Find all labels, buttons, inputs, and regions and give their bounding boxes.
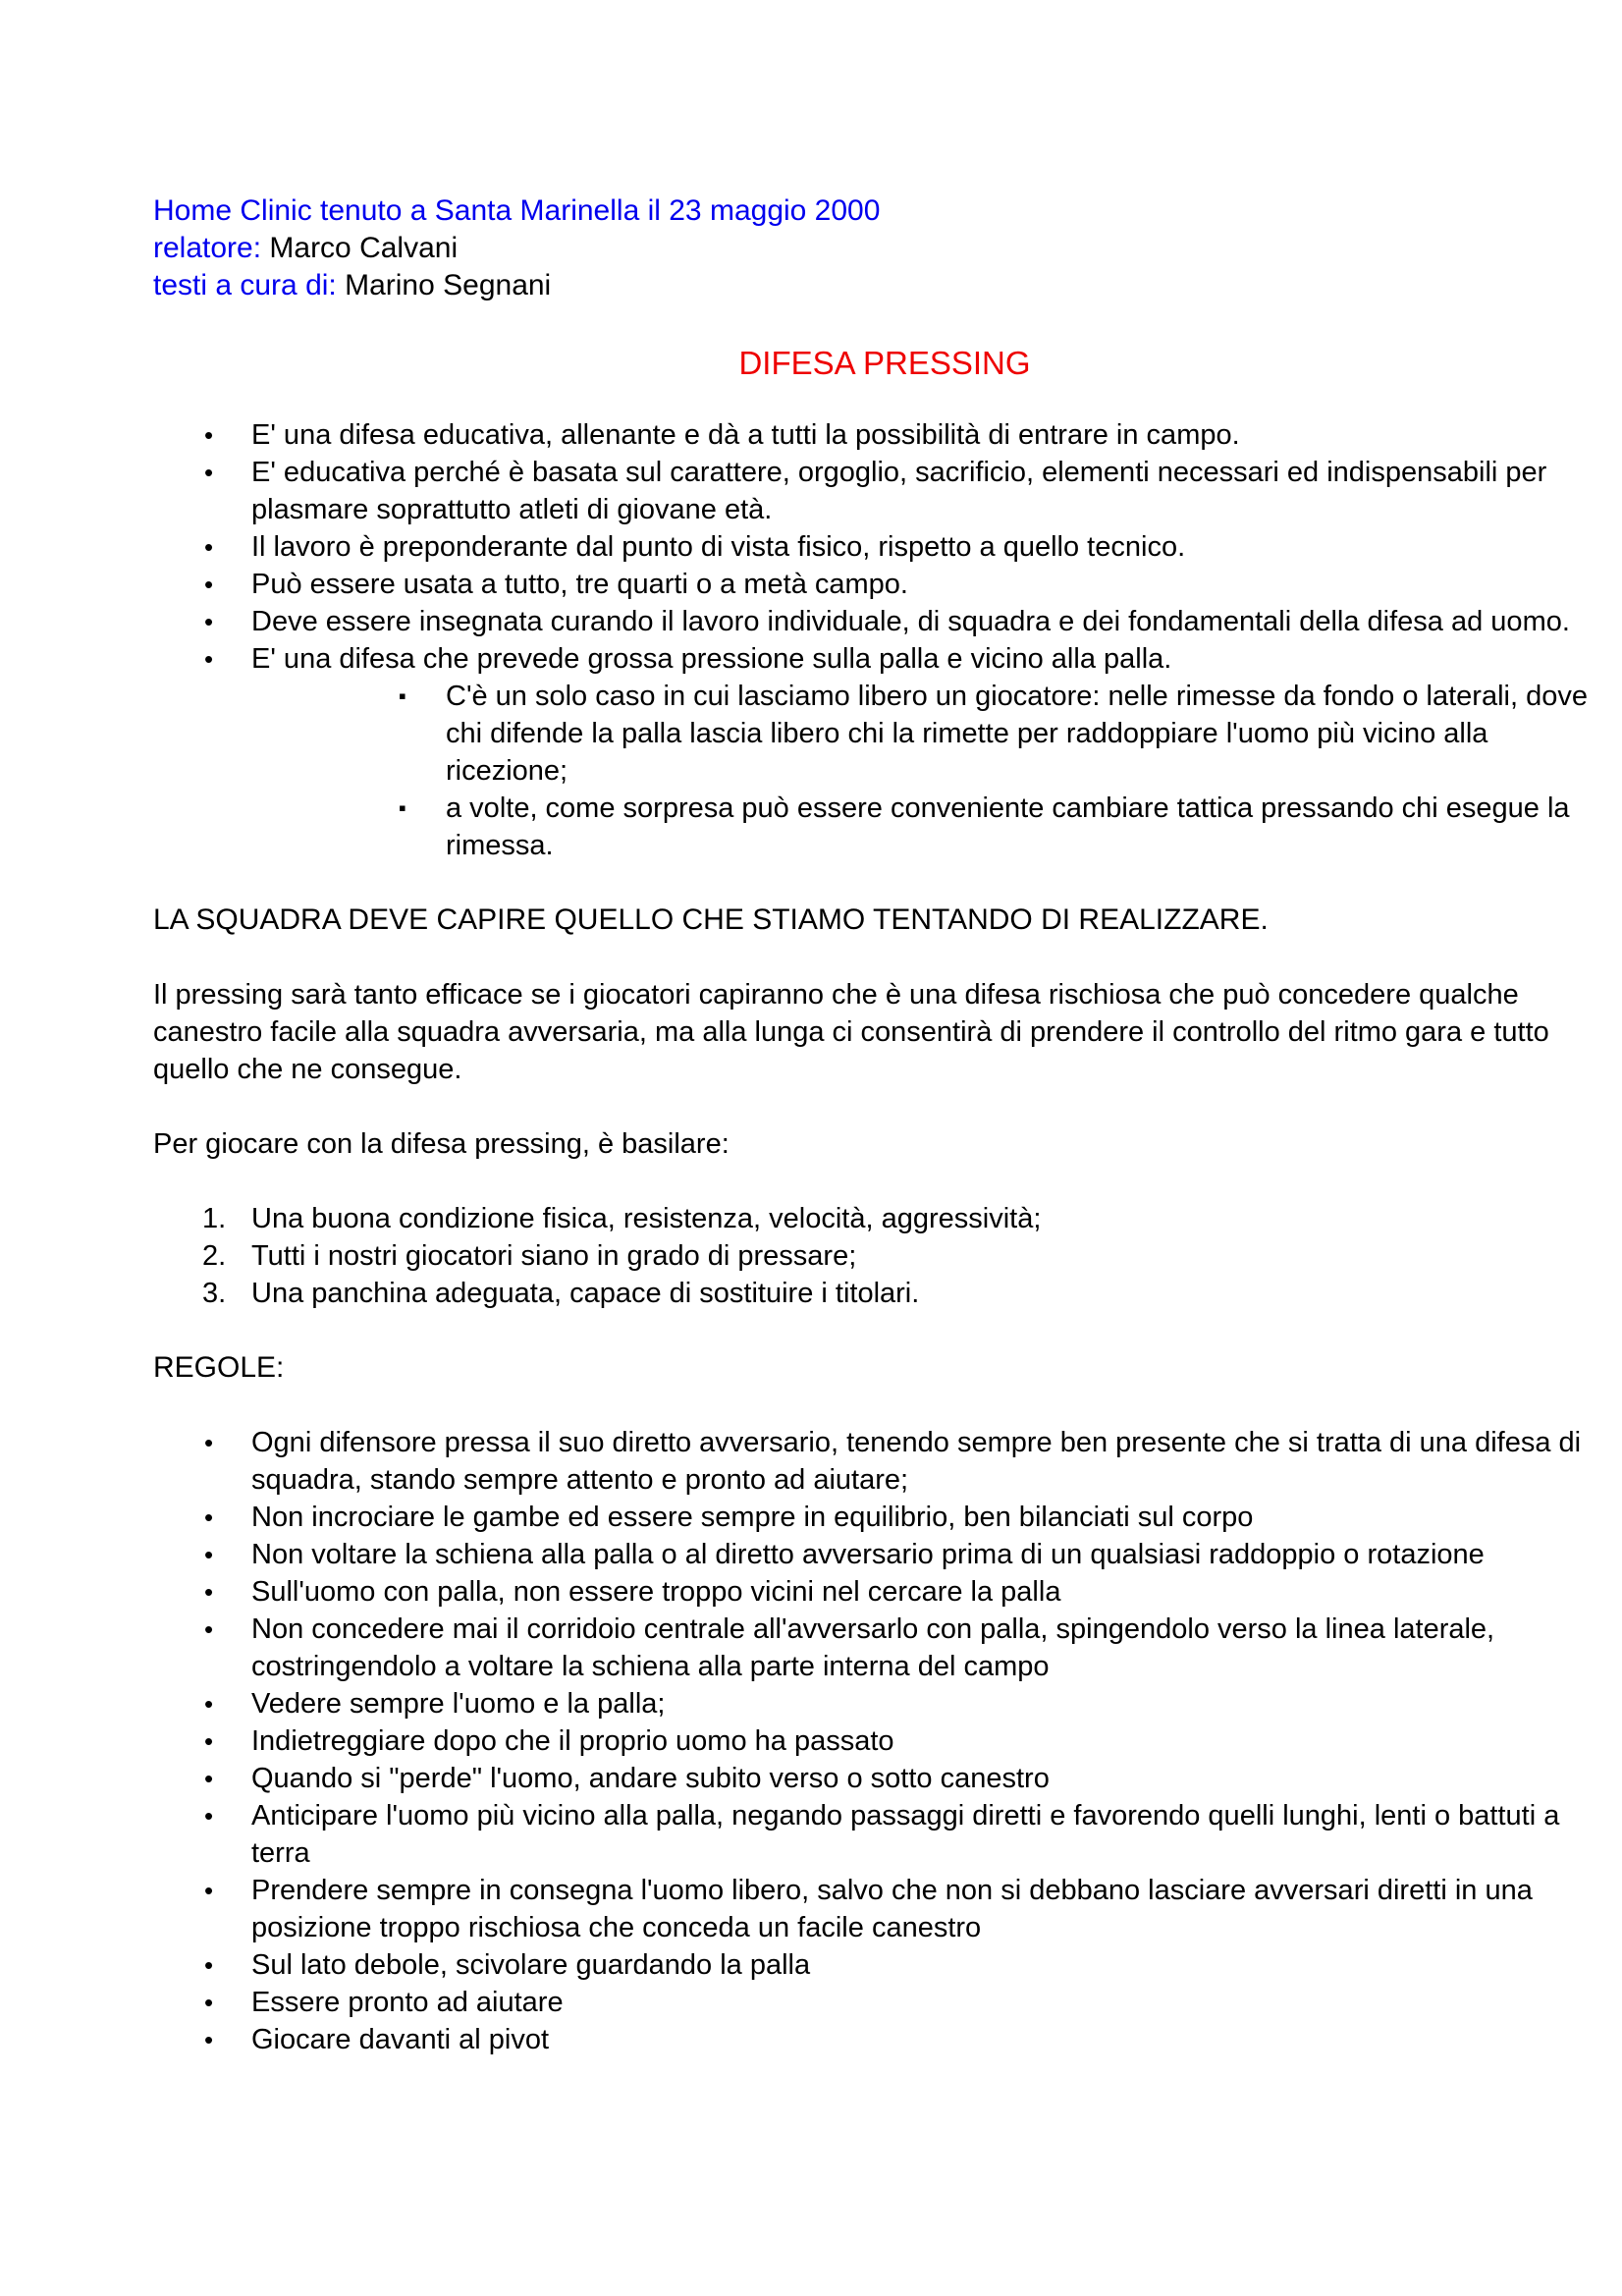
basilare-intro: Per giocare con la difesa pressing, è basilare:: [153, 1128, 730, 1160]
requirements-list: [153, 1200, 1612, 1312]
list-item: [153, 528, 1612, 566]
bullet-icon: •: [204, 1577, 214, 1607]
list-item-text: Il lavoro è preponderante dal punto di vista fisico, rispetto a quello tecnico.: [251, 531, 1186, 563]
list-item: [153, 1984, 1612, 2021]
list-item: [153, 1424, 1612, 1499]
bullet-icon: •: [204, 1540, 214, 1569]
square-bullet-icon: ▪: [399, 683, 406, 708]
intro-bullet-list: [153, 416, 1612, 678]
list-item-text: Sul lato debole, scivolare guardando la palla: [251, 1949, 811, 1981]
list-item: [153, 1872, 1612, 1946]
list-item-text: C'è un solo caso in cui lasciamo libero un giocatore: nelle rimesse da fondo o laterali, dove chi difende la palla lascia libero chi la rimette per raddoppiare l'uomo più vicino alla ricezione;: [446, 681, 1588, 787]
bullet-icon: •: [204, 644, 214, 674]
list-item: [153, 2021, 1612, 2058]
bullet-icon: •: [204, 1689, 214, 1719]
list-item: [153, 1611, 1612, 1685]
testi-label: testi a cura di:: [153, 269, 346, 301]
bullet-icon: •: [204, 532, 214, 562]
list-item-text: Non incrociare le gambe ed essere sempre in equilibrio, ben bilanciati sul corpo: [251, 1502, 1254, 1533]
relatore-line: [153, 230, 1612, 267]
regole-heading: REGOLE:: [153, 1351, 285, 1384]
bullet-icon: •: [204, 570, 214, 599]
list-number: 3.: [202, 1278, 227, 1309]
squadra-heading: LA SQUADRA DEVE CAPIRE QUELLO CHE STIAMO TENTANDO DI REALIZZARE.: [153, 903, 1269, 936]
testi-line: [153, 267, 1612, 304]
bullet-icon: •: [204, 1950, 214, 1980]
list-item-text: a volte, come sorpresa può essere conveniente cambiare tattica pressando chi esegue la rimessa.: [446, 793, 1570, 861]
pressing-paragraph: Il pressing sarà tanto efficace se i giocatori capiranno che è una difesa rischiosa che può concedere qualche canestro facile alla squadra avversaria, ma alla lunga ci consentirà di prendere il controllo del ritmo gara e tutto quello che ne consegue.: [153, 979, 1549, 1085]
list-number: 1.: [202, 1203, 227, 1234]
list-item-text: Giocare davanti al pivot: [251, 2024, 550, 2055]
bullet-icon: •: [204, 1801, 214, 1831]
list-item: [153, 1200, 1612, 1237]
list-item: [153, 1275, 1612, 1312]
list-item-text: Non voltare la schiena alla palla o al diretto avversario prima di un qualsiasi raddoppio o rotazione: [251, 1539, 1485, 1570]
bullet-icon: •: [204, 420, 214, 450]
list-item-text: Non concedere mai il corridoio centrale all'avversarlo con palla, spingendolo verso la linea laterale, costringendolo a voltare la schiena alla parte interna del campo: [251, 1613, 1495, 1682]
bullet-icon: •: [204, 1876, 214, 1905]
list-item: [153, 1722, 1612, 1760]
list-item-text: Può essere usata a tutto, tre quarti o a metà campo.: [251, 569, 908, 600]
list-item: [153, 566, 1612, 603]
list-item: [153, 1499, 1612, 1536]
list-item-text: Vedere sempre l'uomo e la palla;: [251, 1688, 666, 1720]
list-item: [153, 603, 1612, 640]
list-item-text: Indietreggiare dopo che il proprio uomo ha passato: [251, 1725, 894, 1757]
list-item-text: Tutti i nostri giocatori siano in grado di pressare;: [251, 1240, 857, 1272]
list-item-text: Quando si "perde" l'uomo, andare subito verso o sotto canestro: [251, 1763, 1050, 1794]
list-item-text: E' educativa perché è basata sul carattere, orgoglio, sacrificio, elementi necessari ed indispensabili per plasmare soprattutto atleti di giovane età.: [251, 457, 1547, 525]
bullet-icon: •: [204, 1988, 214, 2017]
bullet-icon: •: [204, 1503, 214, 1532]
list-item-text: Sull'uomo con palla, non essere troppo vicini nel cercare la palla: [251, 1576, 1061, 1608]
list-item: [153, 1536, 1612, 1573]
bullet-icon: •: [204, 1764, 214, 1793]
list-item-text: Una buona condizione fisica, resistenza, velocità, aggressività;: [251, 1203, 1042, 1234]
bullet-icon: •: [204, 1726, 214, 1756]
list-item: [153, 1760, 1612, 1797]
list-item-text: E' una difesa che prevede grossa pressione sulla palla e vicino alla palla.: [251, 643, 1172, 675]
document-title: DIFESA PRESSING: [738, 345, 1031, 381]
list-item-text: Anticipare l'uomo più vicino alla palla, negando passaggi diretti e favorendo quelli lunghi, lenti o battuti a terra: [251, 1800, 1560, 1869]
list-item: [153, 1573, 1612, 1611]
list-item-text: Deve essere insegnata curando il lavoro individuale, di squadra e dei fondamentali della difesa ad uomo.: [251, 606, 1570, 637]
list-item: [153, 454, 1612, 528]
clinic-info-line: Home Clinic tenuto a Santa Marinella il 23 maggio 2000: [153, 194, 881, 227]
bullet-icon: •: [204, 458, 214, 487]
list-item-text: E' una difesa educativa, allenante e dà a tutti la possibilità di entrare in campo.: [251, 419, 1240, 451]
list-item: [153, 1685, 1612, 1722]
list-item: [153, 1797, 1612, 1872]
list-item: [153, 1946, 1612, 1984]
list-item: [153, 640, 1612, 678]
bullet-icon: •: [204, 2025, 214, 2054]
list-item-text: Essere pronto ad aiutare: [251, 1987, 564, 2018]
relatore-name: Marco Calvani: [269, 232, 459, 264]
square-bullet-icon: ▪: [399, 795, 406, 820]
document-header: [153, 192, 1612, 304]
rules-list: [153, 1424, 1612, 2058]
bullet-icon: •: [204, 607, 214, 636]
testi-name: Marino Segnani: [345, 269, 552, 301]
list-item-text: Prendere sempre in consegna l'uomo libero, salvo che non si debbano lasciare avversari diretti in una posizione troppo rischiosa che conceda un facile canestro: [251, 1875, 1533, 1943]
sub-bullet-list: [153, 678, 1612, 864]
list-item-text: Ogni difensore pressa il suo diretto avversario, tenendo sempre ben presente che si tratta di una difesa di squadra, stando sempre attento e pronto ad aiutare;: [251, 1427, 1582, 1496]
bullet-icon: •: [204, 1614, 214, 1644]
list-item: [153, 790, 1612, 864]
list-item: [153, 416, 1612, 454]
document-page: [153, 192, 1612, 2058]
list-item-text: Una panchina adeguata, capace di sostituire i titolari.: [251, 1278, 920, 1309]
list-item: [153, 1237, 1612, 1275]
list-number: 2.: [202, 1240, 227, 1272]
list-item: [153, 678, 1612, 790]
relatore-label: relatore:: [153, 232, 270, 264]
bullet-icon: •: [204, 1428, 214, 1457]
